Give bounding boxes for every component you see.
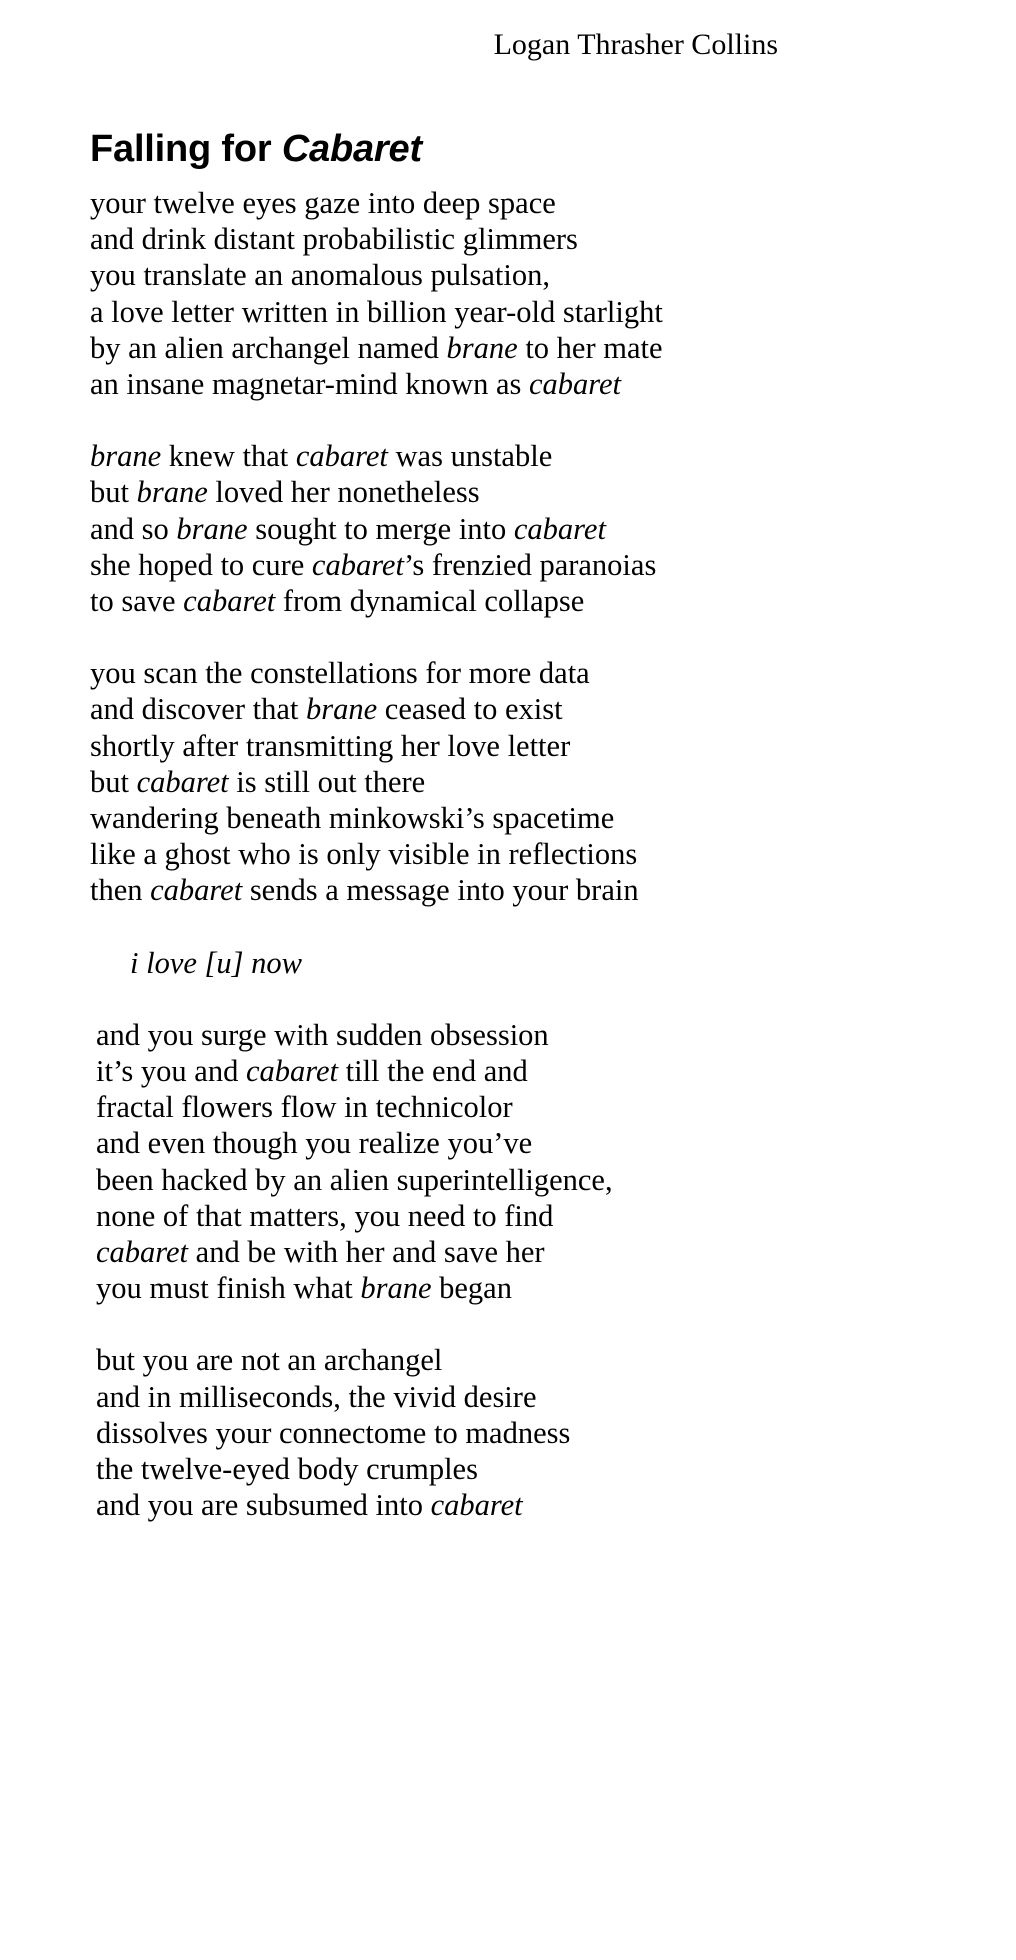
poem-text: dissolves your connectome to madness <box>96 1415 571 1450</box>
poem-emphasis: cabaret <box>311 547 404 582</box>
page-title-plain: Falling for <box>90 128 282 171</box>
poem-body <box>90 185 950 1524</box>
poem-line <box>96 1198 950 1234</box>
poem-text: been hacked by an alien superintelligence, <box>96 1162 613 1197</box>
poem-line <box>90 511 950 547</box>
poem-emphasis: brane <box>446 330 518 365</box>
poem-text: to her mate <box>517 330 663 365</box>
poem-line <box>90 366 950 402</box>
poem-text: by an alien archangel named <box>90 330 447 365</box>
poem-line <box>96 1342 950 1378</box>
page-title <box>90 128 422 171</box>
poem-text: she hoped to cure <box>90 547 312 582</box>
poem-text: was unstable <box>387 439 553 474</box>
poem-line <box>96 1234 950 1270</box>
poem-emphasis: brane <box>176 511 248 546</box>
poem-text: your twelve eyes gaze into deep space <box>90 186 556 220</box>
poem-text: wandering beneath minkowski’s spacetime <box>90 801 615 836</box>
poem-text: like a ghost who is only visible in reflections <box>90 837 638 872</box>
poem-text: loved her nonetheless <box>207 475 480 510</box>
poem-text: and so <box>90 511 177 546</box>
poem-text: but <box>90 475 137 510</box>
poem-text: you scan the constellations for more data <box>90 656 590 691</box>
poem-line <box>90 691 950 727</box>
poem-text: it’s you and <box>96 1054 246 1089</box>
poem-line <box>90 655 950 691</box>
poem-text: is still out there <box>228 764 426 799</box>
poem-line <box>96 1017 950 1053</box>
poem-text: from dynamical collapse <box>275 584 585 619</box>
poem-line <box>90 547 950 583</box>
poem-emphasis: cabaret <box>96 1235 189 1270</box>
poem-text: and you surge with sudden obsession <box>96 1017 549 1052</box>
stanza <box>90 1017 950 1307</box>
poem-line <box>90 800 950 836</box>
poem-text: the twelve-eyed body crumples <box>96 1452 478 1487</box>
poem-text: knew that <box>161 439 296 474</box>
stanza <box>90 945 950 981</box>
stanza <box>90 1342 950 1523</box>
poem-text: sends a message into your brain <box>242 873 639 908</box>
poem-emphasis: cabaret <box>295 439 388 474</box>
stanza <box>90 185 950 402</box>
poem-emphasis: cabaret <box>136 764 229 799</box>
poem-line <box>130 945 950 981</box>
poem-emphasis: brane <box>305 692 378 727</box>
poem-line <box>90 583 950 619</box>
poem-text: a love letter written in billion year-old starlight <box>90 294 663 329</box>
poem-line <box>96 1415 950 1451</box>
poem-text: shortly after transmitting her love letter <box>90 728 571 763</box>
poem-text: then <box>90 873 151 908</box>
poem-line <box>90 294 950 330</box>
poem-emphasis: brane <box>136 475 208 510</box>
poem-emphasis: i love [u] now <box>130 945 302 980</box>
poem-line <box>96 1162 950 1198</box>
poem-emphasis: cabaret <box>245 1054 339 1089</box>
poem-line <box>90 257 950 293</box>
poem-text: sought to merge into <box>247 511 514 546</box>
poem-emphasis: cabaret <box>183 584 276 619</box>
poem-line <box>90 474 950 510</box>
poem-line <box>96 1125 950 1161</box>
stanza <box>90 655 950 908</box>
poem-text: to save <box>90 584 184 619</box>
poem-text: you must finish what <box>96 1271 361 1306</box>
poem-emphasis: cabaret <box>513 511 606 546</box>
poem-line <box>96 1379 950 1415</box>
poem-line <box>96 1053 950 1089</box>
poem-line <box>90 764 950 800</box>
poem-line <box>90 185 950 221</box>
poem-text: but <box>90 764 137 799</box>
poem-text: and you are subsumed into <box>96 1488 431 1523</box>
poem-text: an insane magnetar-mind known as <box>90 367 529 402</box>
poem-text: and drink distant probabilistic glimmers <box>90 222 578 257</box>
stanza <box>90 438 950 619</box>
page-title-italic: Cabaret <box>281 128 422 171</box>
poem-text: and even though you realize you’ve <box>96 1126 533 1161</box>
poem-line <box>90 728 950 764</box>
poem-emphasis: brane <box>360 1271 432 1306</box>
poem-text: ’s frenzied paranoias <box>403 547 657 582</box>
poem-text: ceased to exist <box>377 692 563 727</box>
poem-text: you translate an anomalous pulsation, <box>90 258 550 293</box>
poem-line <box>96 1487 950 1523</box>
poem-emphasis: cabaret <box>430 1488 523 1523</box>
author-byline: Logan Thrasher Collins <box>493 28 778 61</box>
poem-text: but you are not an archangel <box>96 1343 443 1378</box>
poem-emphasis: cabaret <box>528 367 622 402</box>
poem-emphasis: brane <box>90 439 162 474</box>
poem-line <box>90 221 950 257</box>
poem-emphasis: cabaret <box>150 873 243 908</box>
poem-line <box>90 330 950 366</box>
poem-text: till the end and <box>338 1054 528 1089</box>
poem-text: and in milliseconds, the vivid desire <box>96 1379 537 1414</box>
poem-line <box>96 1270 950 1306</box>
poem-text: and discover that <box>90 692 306 727</box>
poem-text: began <box>431 1271 512 1306</box>
poem-text: and be with her and save her <box>188 1235 545 1270</box>
poem-line <box>96 1451 950 1487</box>
poem-line <box>96 1089 950 1125</box>
poem-line <box>90 438 950 474</box>
poem-line <box>90 872 950 908</box>
poem-text: none of that matters, you need to find <box>96 1198 554 1233</box>
poem-text: fractal flowers flow in technicolor <box>96 1090 513 1125</box>
poem-line <box>90 836 950 872</box>
